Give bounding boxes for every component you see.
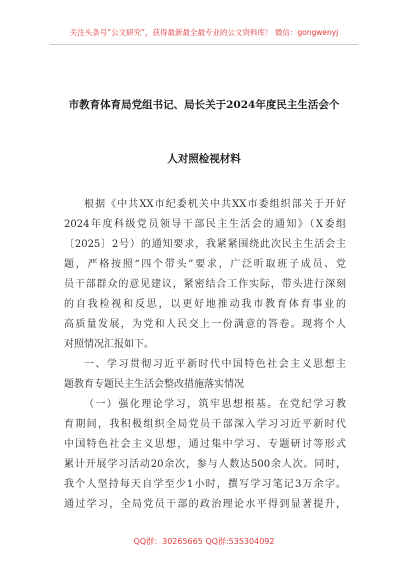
footer-banner: QQ群：30265665 QQ群:535304092: [133, 537, 275, 546]
body-line: 题，严格按照“四个带头”要求，广泛听取班子成员、党: [64, 259, 346, 270]
body-line: （一）强化理论学习，筑牢思想根基。在党纪学习教: [84, 399, 346, 410]
body-line: 对照情况汇报如下。: [64, 339, 154, 350]
section-heading-line: 题教育专题民主生活会整改措施落实情况: [64, 379, 244, 390]
body-line: 的自我检视和反思，以更好地推动我市教育体育事业的: [64, 299, 346, 310]
document-title-line-2: 人对照检视材料: [167, 153, 241, 165]
body-line: 通过学习，全局党员干部的政治理论水平得到显著提升，: [64, 499, 346, 510]
section-heading-line: 一、学习贯彻习近平新时代中国特色社会主义思想主: [84, 359, 346, 370]
body-line: 员干部群众的意见建议，紧密结合工作实际，带头进行深刻: [64, 279, 346, 290]
header-divider: [50, 44, 358, 45]
body-line: 育期间，我积极组织全局党员干部深入学习习近平新时代: [64, 419, 346, 430]
body-line: 2024年度科级党员领导干部民主生活会的通知》（X委组: [64, 219, 346, 230]
document-title-line-1: 市教育体育局党组书记、局长关于2024年度民主生活会个: [68, 99, 340, 111]
body-line: 高质量发展，为党和人民交上一份满意的答卷。现将个人: [64, 319, 346, 330]
body-line: 中国特色社会主义思想，通过集中学习、专题研讨等形式: [64, 439, 346, 450]
body-line: 根据《中共XX市纪委机关中共XX市委组织部关于开好: [84, 199, 346, 210]
body-line: 〔2025〕2号）的通知要求，我紧紧围绕此次民主生活会主: [64, 239, 346, 250]
header-banner: 关注头条号“公文研究”，获得最新最全最专业的公文资料库！ 微信：gongwenyj: [69, 28, 339, 37]
body-line: 我个人坚持每天自学至少1小时，撰写学习笔记3万余字。: [64, 479, 346, 490]
body-line: 累计开展学习活动20余次，参与人数达500余人次。同时，: [64, 459, 346, 470]
